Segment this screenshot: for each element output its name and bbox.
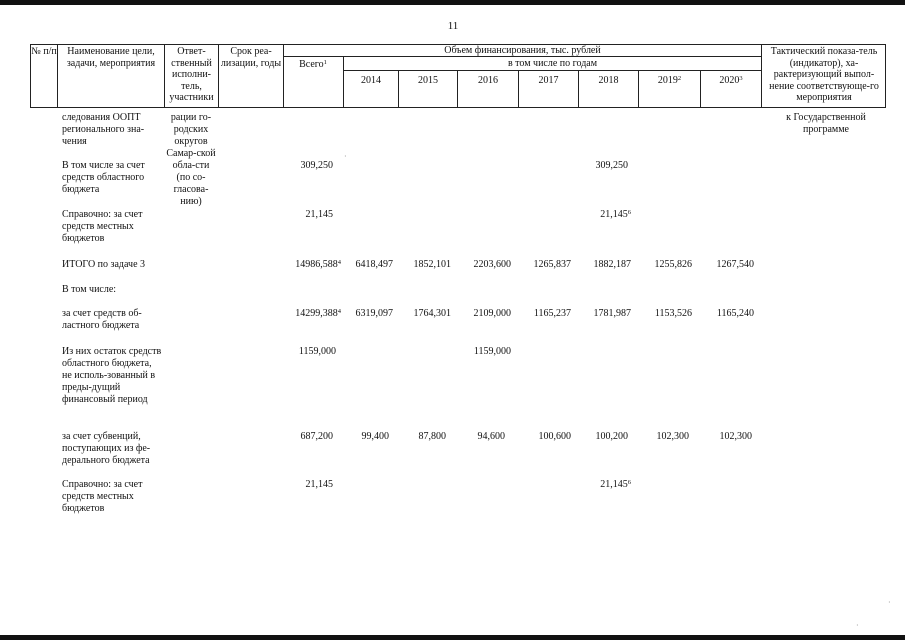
header-year-2018: 2018 — [598, 75, 619, 86]
page-number: 11 — [447, 20, 459, 32]
row-subv-2019: 102,300 — [656, 431, 689, 442]
header-year-2019: 2019$^2$ — [657, 75, 682, 86]
row-obl-total: 309,250 — [300, 160, 333, 171]
row-ref1-2018: 21,145$^6$ — [600, 209, 631, 220]
header-year-2020: 2020$^3$ — [719, 75, 743, 86]
row-cont-resp: рации го-родских округов Самар-ской обла-сти (по со-гласова-нию) — [166, 112, 216, 207]
row-itogo-name: ИТОГО по задаче 3 — [62, 259, 146, 270]
row-obl-name: В том числе за счет средств областного бюджета — [62, 160, 145, 195]
row-itogo-2019: 1255,826 — [654, 259, 692, 270]
row-subv-2020: 102,300 — [719, 431, 752, 442]
row-oblbudget-2015: 1764,301 — [413, 308, 451, 319]
row-oblbudget-2014: 6319,097 — [355, 308, 393, 319]
row-ostatok-total: 1159,000 — [298, 346, 336, 357]
header-col-name: Наименование цели, задачи, мероприятия — [66, 46, 156, 69]
header-col-fin: Объем финансирования, тыс. рублей — [444, 45, 601, 56]
row-itogo-2018: 1882,187 — [593, 259, 631, 270]
row-ref2-2018: 21,145$^6$ — [600, 479, 631, 490]
row-oblbudget-name: за счет средств об-ластного бюджета — [62, 308, 142, 331]
row-subv-2017: 100,600 — [538, 431, 571, 442]
bottom-border — [0, 635, 905, 640]
row-oblbudget-2017: 1165,237 — [533, 308, 571, 319]
header-col-no: № п/п — [31, 46, 57, 57]
row-itogo-total: 14986,588$^4$ — [295, 259, 341, 270]
row-cont-name: следования ООПТ регионального зна-чения — [62, 112, 145, 147]
header-col-by-years: в том числе по годам — [507, 58, 598, 69]
header-year-2017: 2017 — [538, 75, 559, 86]
row-oblbudget-2016: 2109,000 — [473, 308, 511, 319]
scan-speck: · — [856, 621, 859, 630]
row-itogo-2014: 6418,497 — [355, 259, 393, 270]
header-col-total: Всего$^1$ — [299, 59, 327, 70]
top-border — [0, 0, 905, 5]
header-year-2014: 2014 — [361, 75, 381, 86]
row-subv-2015: 87,800 — [418, 431, 446, 442]
row-obl-2018: 309,250 — [595, 160, 628, 171]
row-cont-tact: к Государственной программе — [786, 112, 866, 135]
row-ostatok-2016: 1159,000 — [473, 346, 511, 357]
row-itogo-2016: 2203,600 — [473, 259, 511, 270]
row-subv-2016: 94,600 — [477, 431, 505, 442]
row-ostatok-name: Из них остаток средств областного бюджета, не исполь-зованный в преды-дущий финансовый период — [62, 346, 162, 405]
row-ref2-name: Справочно: за счет средств местных бюджетов — [62, 479, 143, 514]
row-subv-total: 687,200 — [300, 431, 333, 442]
row-oblbudget-2018: 1781,987 — [593, 308, 631, 319]
header-col-tact: Тактический показа-тель (индикатор), ха-рактеризующий выпол-нение соответствующе-го мероприятия — [769, 46, 879, 103]
row-itogo-2017: 1265,837 — [533, 259, 571, 270]
row-oblbudget-2019: 1153,526 — [654, 308, 692, 319]
row-subv-name: за счет субвенций, поступающих из фе-дерального бюджета — [62, 431, 151, 466]
row-itogo-2015: 1852,101 — [413, 259, 451, 270]
row-oblbudget-total: 14299,388$^4$ — [295, 308, 341, 319]
row-vtomchisle-name: В том числе: — [62, 284, 117, 295]
row-oblbudget-2020: 1165,240 — [716, 308, 754, 319]
row-subv-2014: 99,400 — [361, 431, 389, 442]
header-year-2016: 2016 — [478, 75, 498, 86]
scan-speck: · — [888, 598, 891, 607]
row-itogo-2020: 1267,540 — [716, 259, 754, 270]
row-ref1-total: 21,145 — [305, 209, 333, 220]
row-ref2-total: 21,145 — [305, 479, 333, 490]
header-year-2015: 2015 — [418, 75, 438, 86]
header-col-term: Срок реа-лизации, годы — [220, 46, 282, 69]
row-subv-2018: 100,200 — [595, 431, 628, 442]
header-col-resp: Ответ-ственный исполни-тель, участники — [169, 46, 214, 103]
row-ref1-name: Справочно: за счет средств местных бюджетов — [62, 209, 143, 244]
scan-speck: · — [344, 152, 347, 161]
